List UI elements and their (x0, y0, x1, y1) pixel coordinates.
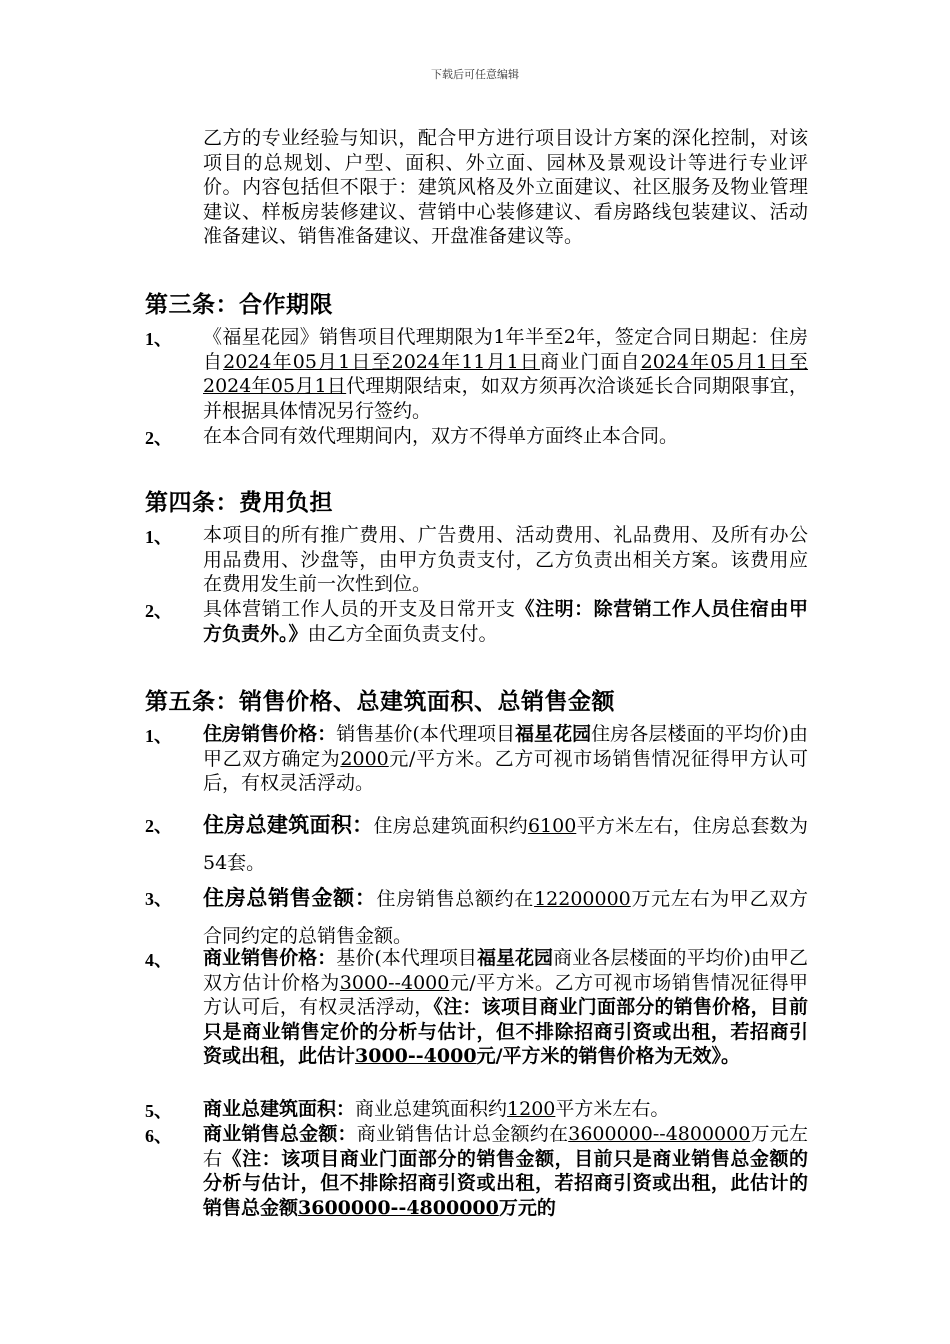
item-number: 2、 (145, 816, 172, 836)
header-note: 下载后可任意编辑 (431, 68, 519, 81)
item-number: 1、 (145, 329, 172, 349)
item-text: 商业销售价格：基价(本代理项目福星花园商业各层楼面的平均价)由甲乙双方估计价格为3000--4000元/平方米。乙方可视市场销售情况征得甲方认可后，有权灵活浮动，《注：该项目商业门面部分的销售价格，目前只是商业销售定价的分析与估计，但不排除招商引资或出租，若招商引资或出租，此估计3000--4000元/平方米的销售价格为无效》。 (203, 947, 808, 1067)
item-number: 1、 (145, 726, 172, 746)
item-text: 在本合同有效代理期间内，双方不得单方面终止本合同。 (203, 425, 679, 447)
section5-title: 第五条：销售价格、总建筑面积、总销售金额 (145, 689, 615, 715)
item-number: 3、 (145, 889, 172, 909)
item-number: 2、 (145, 428, 172, 448)
item-text: 《福星花园》销售项目代理期限为1年半至2年，签定合同日期起：住房自2024年05月1日至2024年11月1日商业门面自2024年05月1日至2024年05月1日代理期限结束，如双方须再次洽谈延长合同期限事宜，并根据具体情况另行签约。 (203, 326, 808, 422)
item-text: 住房总建筑面积：住房总建筑面积约6100平方米左右，住房总套数为54套。 (203, 812, 808, 874)
item-text: 本项目的所有推广费用、广告费用、活动费用、礼品费用、及所有办公用品费用、沙盘等，由甲方负责支付，乙方负责出相关方案。该费用应在费用发生前一次性到位。 (203, 524, 808, 595)
item-number: 5、 (145, 1101, 172, 1121)
item-number: 4、 (145, 950, 172, 970)
section3-title: 第三条：合作期限 (145, 292, 333, 318)
item-number: 2、 (145, 601, 172, 621)
item-text: 商业销售总金额：商业销售估计总金额约在3600000--4800000万元左右《注：该项目商业门面部分的销售金额，目前只是商业销售总金额的分析与估计，但不排除招商引资或出租，若招商引资或出租，此估计的销售总金额3600000--4800000万元的 (203, 1123, 808, 1219)
intro-paragraph: 乙方的专业经验与知识，配合甲方进行项目设计方案的深化控制，对该项目的总规划、户型、面积、外立面、园林及景观设计等进行专业评价。内容包括但不限于：建筑风格及外立面建议、社区服务及物业管理建议、样板房装修建议、营销中心装修建议、看房路线包装建议、活动准备建议、销售准备建议、开盘准备建议等。 (203, 127, 808, 247)
item-text: 住房销售价格：销售基价(本代理项目福星花园住房各层楼面的平均价)由甲乙双方确定为2000元/平方米。乙方可视市场销售情况征得甲方认可后，有权灵活浮动。 (203, 723, 808, 794)
item-text: 具体营销工作人员的开支及日常开支《注明：除营销工作人员住宿由甲方负责外。》由乙方全面负责支付。 (203, 598, 808, 645)
section4-title: 第四条：费用负担 (145, 490, 333, 516)
item-text: 住房总销售金额：住房销售总额约在12200000万元左右为甲乙双方合同约定的总销售金额。 (203, 885, 808, 947)
item-text: 商业总建筑面积：商业总建筑面积约1200平方米左右。 (203, 1098, 670, 1120)
item-number: 6、 (145, 1126, 172, 1146)
item-number: 1、 (145, 527, 172, 547)
